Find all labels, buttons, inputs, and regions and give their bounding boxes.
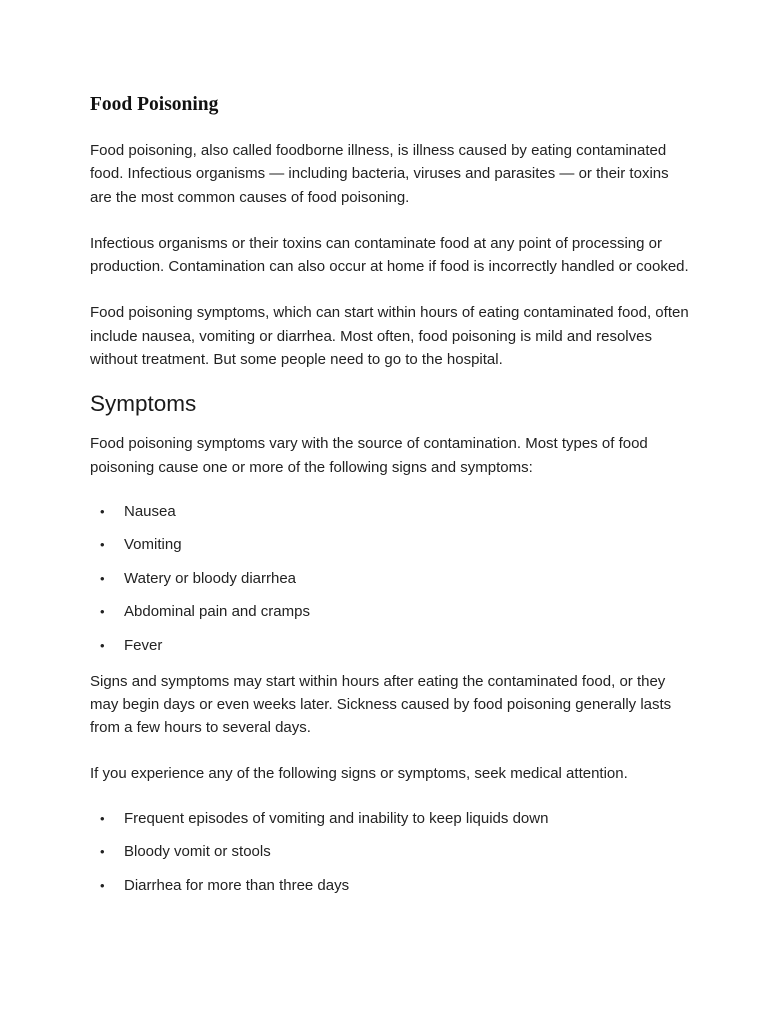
list-item: • Diarrhea for more than three days [90,875,690,896]
warning-signs-list [90,808,690,896]
seek-attention-paragraph: If you experience any of the following signs or symptoms, seek medical attention. [90,765,628,783]
section-heading-symptoms: Symptoms [90,391,197,417]
list-item: • Frequent episodes of vomiting and inability to keep liquids down [90,808,690,829]
symptoms-list [90,501,690,656]
symptoms-lead-paragraph: Food poisoning symptoms vary with the source of contamination. Most types of food poisoning cause one or more of the following signs and symptoms: [90,435,648,476]
list-item: • Fever [90,635,690,656]
list-item: • Watery or bloody diarrhea [90,568,690,589]
intro-paragraph: Food poisoning symptoms, which can start within hours of eating contaminated food, often include nausea, vomiting or diarrhea. Most often, food poisoning is mild and resolves without treatment. But some people need to go to the hospital. [90,304,689,369]
list-item: • Bloody vomit or stools [90,841,690,862]
list-item: • Vomiting [90,534,690,555]
intro-paragraph: Infectious organisms or their toxins can contaminate food at any point of processing or production. Contamination can also occur at home if food is incorrectly handled or cooked. [90,234,689,276]
page-title: Food Poisoning [90,94,219,115]
list-item: • Abdominal pain and cramps [90,601,690,622]
onset-paragraph: Signs and symptoms may start within hours after eating the contaminated food, or they may begin days or even weeks later. Sickness caused by food poisoning generally lasts from a few hours to several days. [90,672,672,737]
intro-paragraph: Food poisoning, also called foodborne illness, is illness caused by eating contaminated food. Infectious organisms — including bacteria, viruses and parasites — or their toxins are the most common causes of food poisoning. [90,142,669,206]
list-item: • Nausea [90,501,690,522]
document-body [90,92,690,910]
